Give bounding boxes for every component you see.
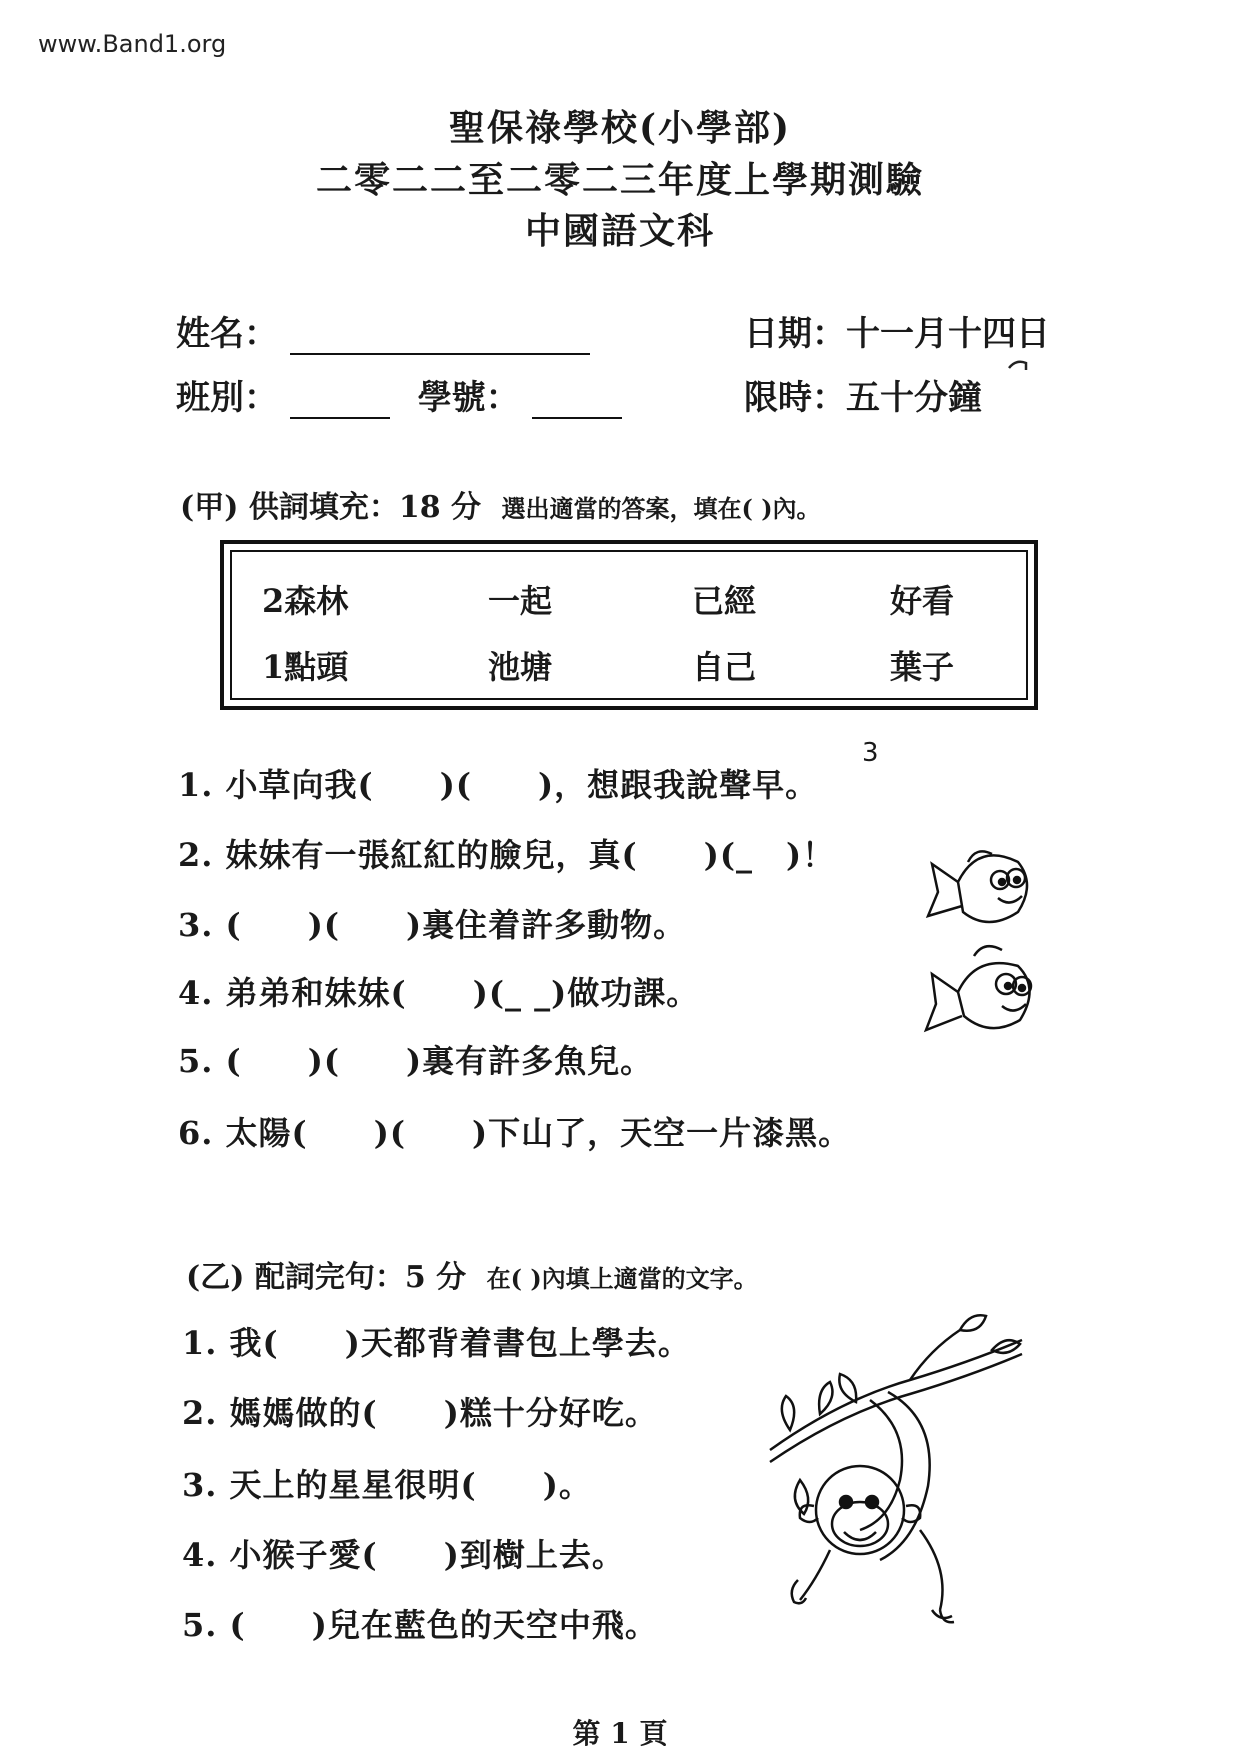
- pen-mark-icon: [1006, 356, 1032, 376]
- time-limit: 限時：五十分鐘: [744, 378, 982, 418]
- section-b-heading: [186, 1252, 758, 1296]
- name-field: [176, 306, 590, 355]
- name-blank[interactable]: [290, 315, 590, 355]
- section-b-title: (乙) 配詞完句：5 分: [186, 1260, 467, 1295]
- word-bank-box: [220, 540, 1038, 710]
- word-bank-item: 1點頭: [262, 648, 349, 686]
- section-b-question: 4. 小猴子愛( )到樹上去。: [182, 1536, 625, 1574]
- class-blank[interactable]: [290, 379, 390, 419]
- section-a-question: 6. 太陽( )( )下山了，天空一片漆黑。: [178, 1114, 852, 1152]
- student-no-blank[interactable]: [532, 379, 622, 419]
- section-b-instruction: 在( )內填上適當的文字。: [486, 1264, 758, 1293]
- section-a-question: 1. 小草向我( )( )，想跟我說聲早。: [178, 766, 819, 804]
- section-a-question: 3. ( )( )裏住着許多動物。: [178, 906, 687, 944]
- section-a-question: 5. ( )( )裏有許多魚兒。: [178, 1042, 654, 1080]
- class-field: [176, 370, 622, 419]
- section-a-question: 2. 妹妹有一張紅紅的臉兒，真( )(_ )！: [178, 836, 836, 874]
- section-b-question: 1. 我( )天都背着書包上學去。: [182, 1324, 691, 1362]
- exam-date: 日期：十一月十四日: [744, 314, 1050, 354]
- section-a-question: 4. 弟弟和妹妹( )(_ _)做功課。: [178, 974, 700, 1012]
- word-bank-item: 2森林: [262, 582, 349, 620]
- word-bank-item: 已經: [692, 582, 757, 620]
- section-a-title: (甲) 供詞填充：18 分: [180, 490, 482, 525]
- name-label: 姓名：: [176, 314, 278, 354]
- page-number: 第 1 頁: [572, 1717, 668, 1750]
- school-title: 聖保祿學校(小學部): [448, 107, 792, 149]
- fish-illustration-icon: [918, 832, 1038, 1062]
- word-bank-item: 葉子: [890, 648, 955, 686]
- class-label: 班別：: [176, 378, 278, 418]
- exam-title: 二零二二至二零二三年度上學期測驗: [315, 159, 924, 201]
- website-url: www.Band1.org: [38, 30, 227, 58]
- word-bank-item: 自己: [692, 648, 757, 686]
- section-b-question: 2. 媽媽做的( )糕十分好吃。: [182, 1394, 658, 1432]
- word-bank-item: 池塘: [488, 648, 553, 686]
- student-no-label: 學號：: [417, 378, 520, 418]
- margin-note: 3: [862, 738, 879, 768]
- subject-title: 中國語文科: [524, 210, 715, 252]
- word-bank-item: 好看: [890, 582, 955, 620]
- word-bank-item: 一起: [488, 582, 553, 620]
- monkey-on-branch-illustration-icon: [760, 1310, 1030, 1630]
- section-b-question: 3. 天上的星星很明( )。: [182, 1466, 592, 1504]
- section-a-instruction: 選出適當的答案，填在( )內。: [501, 494, 821, 523]
- section-b-question: 5. ( )兒在藍色的天空中飛。: [182, 1606, 658, 1644]
- section-a-heading: [180, 482, 821, 526]
